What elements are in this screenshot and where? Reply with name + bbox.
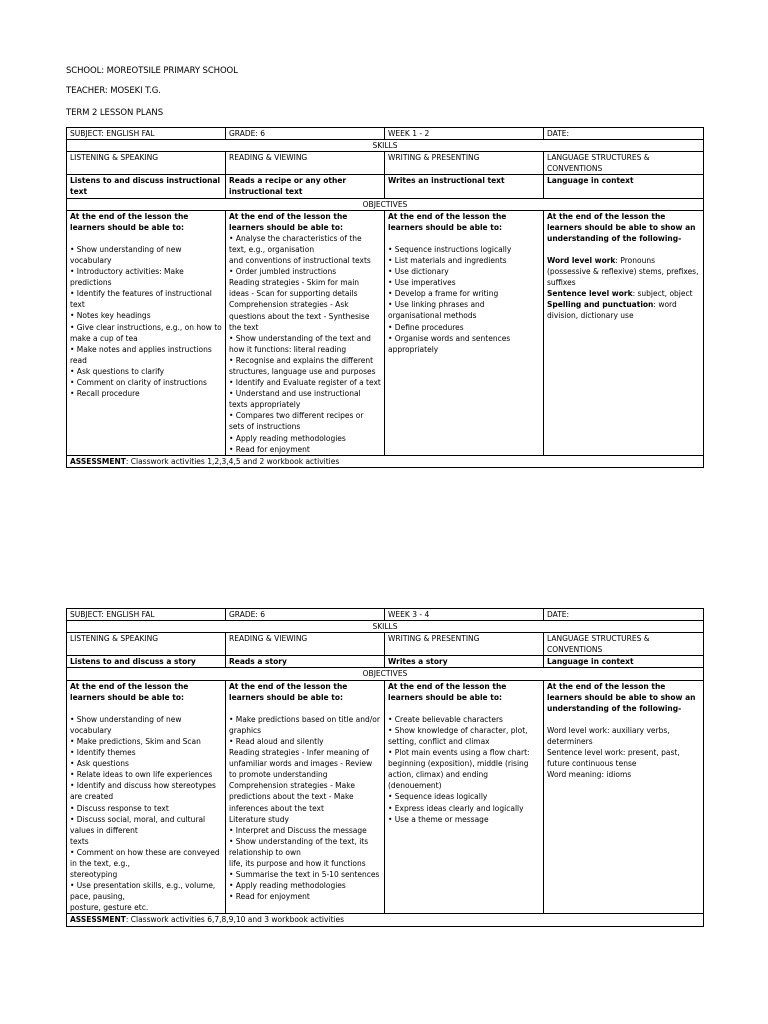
week-cell: WEEK 1 - 2 — [385, 128, 544, 140]
list-item: • Recall procedure — [70, 389, 140, 399]
list-item: and conventions of instructional texts — [229, 256, 371, 266]
objective-heading: At the end of the lesson the learners should be able to: — [70, 211, 189, 232]
school-name: SCHOOL: MOREOTSILE PRIMARY SCHOOL — [66, 66, 238, 76]
objectives-language — [544, 210, 704, 455]
grade-cell: GRADE: 6 — [226, 128, 385, 140]
list-item: • Read aloud and silently — [229, 736, 324, 746]
list-item: • Organise words and sentences appropriately — [388, 333, 511, 354]
plan-header-row — [67, 609, 704, 621]
list-item: • Identify themes — [70, 748, 136, 758]
list-item: • Discuss social, moral, and cultural values in different — [70, 814, 206, 835]
focus-row — [67, 656, 704, 668]
objectives-writing — [385, 680, 544, 914]
skills-row — [67, 152, 704, 175]
list-item: • Create believable characters — [388, 714, 503, 724]
list-item: • Summarise the text in 5-10 sentences — [229, 870, 380, 880]
objectives-language — [544, 680, 704, 914]
objective-heading: At the end of the lesson the learners should be able to show an understanding of the following- — [547, 681, 696, 713]
list-item: • Introductory activities: Make predictions — [70, 267, 184, 288]
list-item: Reading strategies - Infer meaning of unfamiliar words and images - Review to promote understanding — [229, 748, 373, 780]
objective-heading: At the end of the lesson the learners should be able to: — [229, 681, 348, 702]
subject-cell: SUBJECT: ENGLISH FAL — [67, 128, 226, 140]
skill-language: LANGUAGE STRUCTURES & CONVENTIONS — [544, 633, 704, 656]
skills-label: SKILLS — [67, 140, 704, 152]
list-item: • Apply reading methodologies — [229, 433, 346, 443]
assessment-cell — [67, 455, 704, 467]
item-text: : Pronouns (possessive & reflexive) stems, prefixes, suffixes — [547, 255, 699, 288]
sentence-level-work: Sentence level work: present, past, future continuous tense — [547, 748, 680, 769]
word-meaning: Word meaning: idioms — [547, 770, 632, 780]
list-item: • Ask questions — [70, 759, 129, 769]
list-item: • Relate ideas to own life experiences — [70, 770, 213, 780]
objective-heading: At the end of the lesson the learners should be able to: — [388, 211, 507, 232]
plan-header-row — [67, 128, 704, 140]
sentence-level-work — [547, 288, 700, 299]
list-item: • Identify the features of instructional text — [70, 289, 212, 310]
list-item: • Give clear instructions, e.g., on how to make a cup of tea — [70, 322, 222, 343]
skill-writing: WRITING & PRESENTING — [385, 152, 544, 175]
list-item: • Use imperatives — [388, 278, 456, 288]
objectives-writing — [385, 210, 544, 455]
list-item: • List materials and ingredients — [388, 255, 507, 265]
objectives-label: OBJECTIVES — [67, 668, 704, 680]
focus-listening: Listens to and discuss instructional text — [67, 175, 226, 198]
list-item: • Use a theme or message — [388, 814, 489, 824]
list-item: • Understand and use instructional texts appropriately — [229, 389, 361, 410]
assessment-label: ASSESSMENT — [70, 915, 126, 925]
list-item: • Define procedures — [388, 322, 464, 332]
list-item: • Apply reading methodologies — [229, 881, 346, 891]
skill-listening: LISTENING & SPEAKING — [67, 633, 226, 656]
item-text: : word division, dictionary use — [547, 300, 677, 321]
list-item: • Sequence ideas logically — [388, 792, 488, 802]
list-item: • Interpret and Discuss the message — [229, 825, 367, 835]
objectives-row — [67, 210, 704, 455]
lesson-plan-table-2 — [66, 608, 704, 927]
date-cell: DATE: — [544, 609, 704, 621]
objectives-listening — [67, 210, 226, 455]
list-item: • Compares two different recipes or sets of instructions — [229, 411, 364, 432]
list-item: • Sequence instructions logically — [388, 244, 512, 254]
week-cell: WEEK 3 - 4 — [385, 609, 544, 621]
list-item: • Show understanding of the text and how it functions: literal reading — [229, 333, 371, 354]
objectives-row — [67, 680, 704, 914]
item-label: Word level work — [547, 255, 616, 265]
assessment-label: ASSESSMENT — [70, 456, 126, 466]
word-level-work: Word level work: auxiliary verbs, determiners — [547, 725, 670, 746]
list-item: • Identify and discuss how stereotypes are created — [70, 781, 216, 802]
focus-writing: Writes a story — [385, 656, 544, 668]
skills-label: SKILLS — [67, 621, 704, 633]
list-item: • Discuss response to text — [70, 803, 169, 813]
focus-language: Language in context — [544, 175, 704, 198]
list-item: • Notes key headings — [70, 311, 151, 321]
spelling-punctuation — [547, 299, 700, 321]
skills-row — [67, 633, 704, 656]
skill-writing: WRITING & PRESENTING — [385, 633, 544, 656]
list-item: • Make predictions, Skim and Scan — [70, 736, 201, 746]
focus-row — [67, 175, 704, 198]
term-title: TERM 2 LESSON PLANS — [66, 108, 163, 118]
assessment-text: : Classwork activities 1,2,3,4,5 and 2 workbook activities — [125, 456, 340, 466]
list-item: • Plot main events using a flow chart: beginning (exposition), middle (rising action, climax) and ending (denouement) — [388, 748, 530, 791]
word-level-work — [547, 255, 700, 288]
objective-heading: At the end of the lesson the learners should be able to: — [229, 211, 348, 232]
focus-listening: Listens to and discuss a story — [67, 656, 226, 668]
subject-cell: SUBJECT: ENGLISH FAL — [67, 609, 226, 621]
list-item: stereotyping — [70, 870, 118, 880]
objective-list-reading — [229, 233, 381, 455]
grade-cell: GRADE: 6 — [226, 609, 385, 621]
list-item: • Show understanding of new vocabulary — [70, 714, 182, 735]
objectives-label: OBJECTIVES — [67, 198, 704, 210]
list-item: • Ask questions to clarify — [70, 366, 165, 376]
objective-list-writing — [388, 244, 540, 355]
objective-heading: At the end of the lesson the learners should be able to: — [70, 681, 189, 702]
focus-language: Language in context — [544, 656, 704, 668]
objective-list-writing — [388, 714, 540, 825]
list-item: • Use dictionary — [388, 267, 449, 277]
assessment-text: : Classwork activities 6,7,8,9,10 and 3 workbook activities — [125, 915, 345, 925]
item-label: Spelling and punctuation — [547, 300, 654, 310]
list-item: • Read for enjoyment — [229, 444, 310, 454]
item-label: Sentence level work — [547, 289, 633, 299]
list-item: • Read for enjoyment — [229, 892, 310, 902]
list-item: • Show knowledge of character, plot, setting, conflict and climax — [388, 725, 528, 746]
list-item: Reading strategies - Skim for main ideas - Scan for supporting details — [229, 278, 360, 299]
list-item: Comprehension strategies - Make predictions about the text - Make inferences about the text — [229, 781, 355, 813]
skill-reading: READING & VIEWING — [226, 633, 385, 656]
lesson-plan-table-1 — [66, 127, 704, 468]
list-item: • Comment on how these are conveyed in the text, e.g., — [70, 847, 220, 868]
list-item: • Express ideas clearly and logically — [388, 803, 524, 813]
teacher-name: TEACHER: MOSEKI T.G. — [66, 86, 161, 96]
list-item: • Use linking phrases and organisational methods — [388, 300, 485, 321]
objective-heading: At the end of the lesson the learners should be able to: — [388, 681, 507, 702]
list-item: posture, gesture etc. — [70, 903, 149, 913]
objective-list-listening — [70, 714, 222, 914]
list-item: • Comment on clarity of instructions — [70, 377, 207, 387]
focus-reading: Reads a story — [226, 656, 385, 668]
skill-reading: READING & VIEWING — [226, 152, 385, 175]
list-item: texts — [70, 836, 89, 846]
list-item: • Make notes and applies instructions read — [70, 344, 212, 365]
skill-listening: LISTENING & SPEAKING — [67, 152, 226, 175]
list-item: • Use presentation skills, e.g., volume, pace, pausing, — [70, 881, 216, 902]
list-item: • Show understanding of new vocabulary — [70, 244, 182, 265]
objectives-reading — [226, 210, 385, 455]
list-item: Literature study — [229, 814, 289, 824]
list-item: • Develop a frame for writing — [388, 289, 499, 299]
list-item: • Analyse the characteristics of the text, e.g., organisation — [229, 233, 362, 254]
list-item: • Identify and Evaluate register of a text — [229, 378, 381, 388]
focus-reading: Reads a recipe or any other instructional text — [226, 175, 385, 198]
objectives-reading — [226, 680, 385, 914]
assessment-cell — [67, 914, 704, 926]
skill-language: LANGUAGE STRUCTURES & CONVENTIONS — [544, 152, 704, 175]
list-item: • Show understanding of the text, its relationship to own — [229, 836, 369, 857]
focus-writing: Writes an instructional text — [385, 175, 544, 198]
list-item: • Make predictions based on title and/or graphics — [229, 714, 380, 735]
date-cell: DATE: — [544, 128, 704, 140]
list-item: • Recognise and explains the different structures, language use and purposes — [229, 355, 376, 376]
objective-list-listening — [70, 244, 222, 399]
list-item: life, its purpose and how it functions — [229, 858, 366, 868]
objective-heading: At the end of the lesson the learners should be able to show an understanding of the following- — [547, 211, 696, 243]
objective-list-reading — [229, 714, 381, 903]
list-item: • Order jumbled instructions — [229, 267, 337, 277]
list-item: Comprehension strategies - Ask questions about the text - Synthesise the text — [229, 300, 370, 332]
item-text: : subject, object — [632, 289, 693, 299]
objectives-listening — [67, 680, 226, 914]
